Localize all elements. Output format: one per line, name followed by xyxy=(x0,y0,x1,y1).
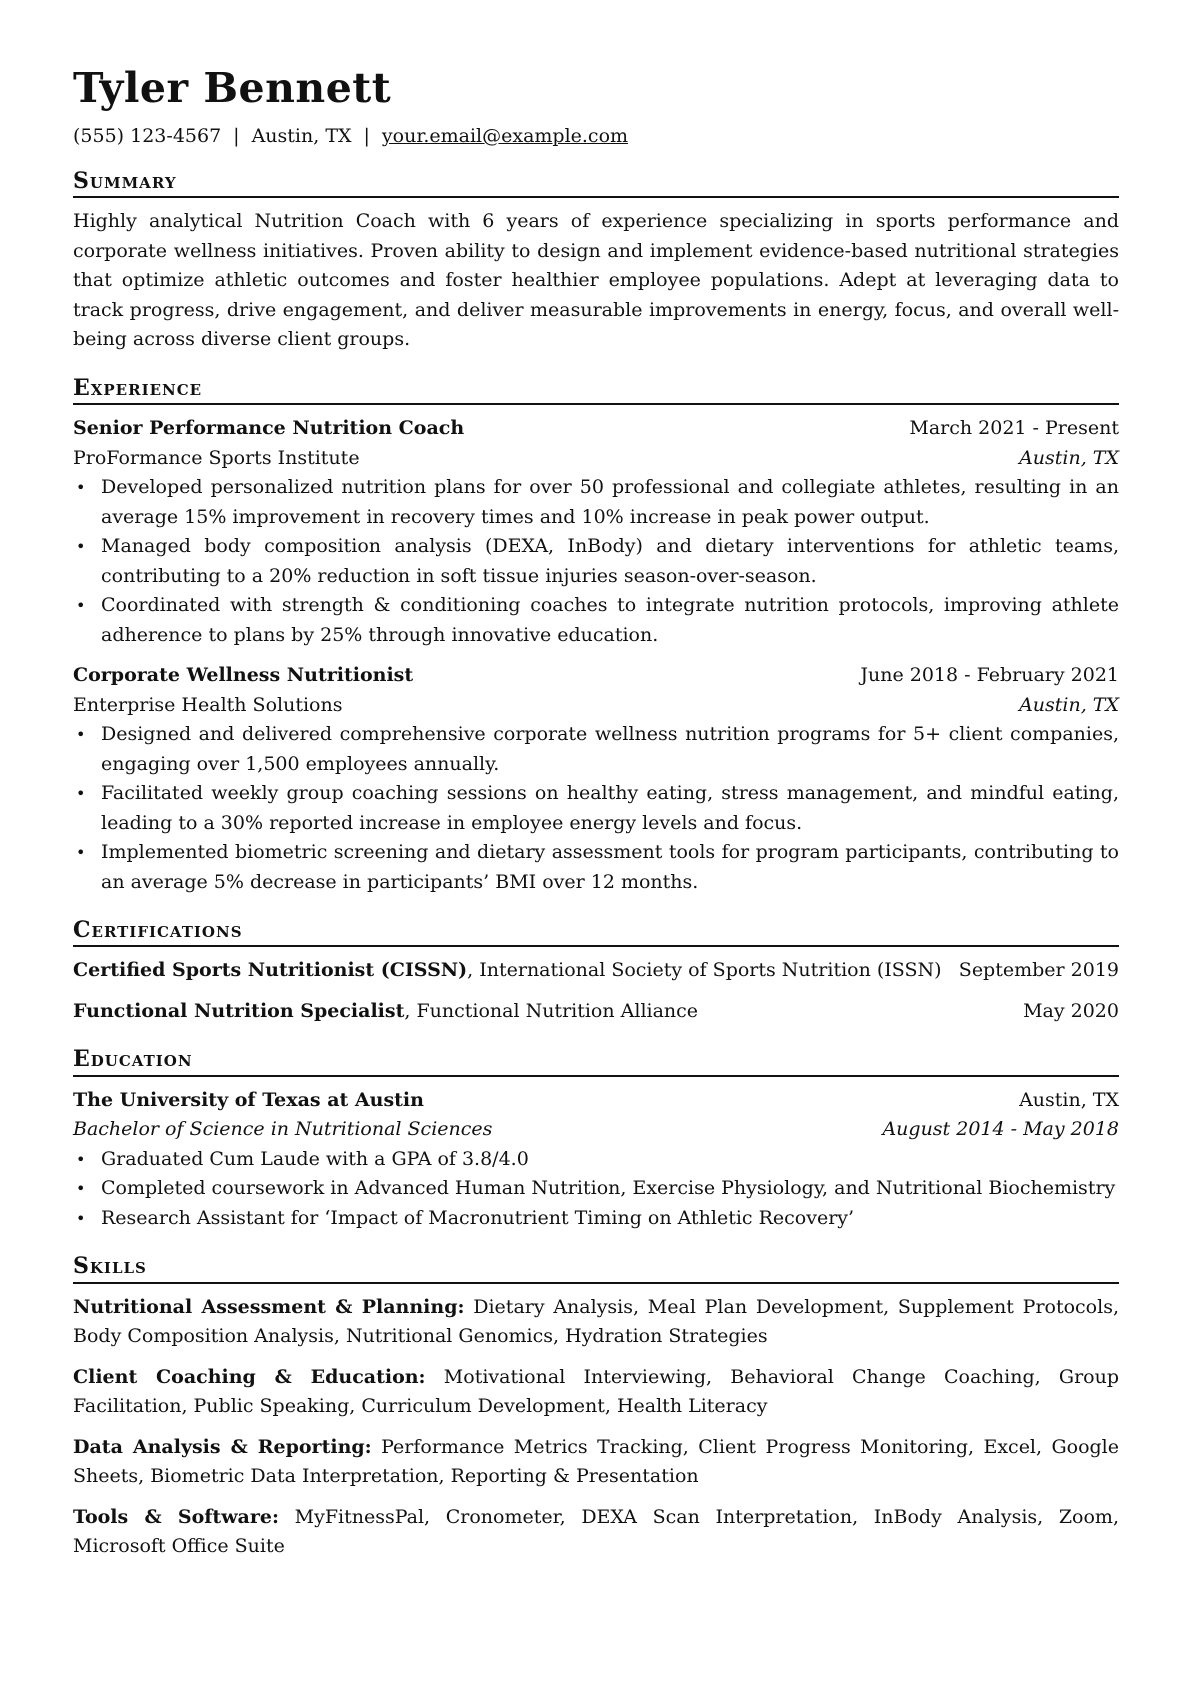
certification-text xyxy=(73,956,942,986)
location: Austin, TX xyxy=(251,125,352,147)
job-location: Austin, TX xyxy=(1019,446,1119,469)
job-header xyxy=(73,661,1119,691)
job-role: Corporate Wellness Nutritionist xyxy=(73,664,414,687)
bullet-item: • Managed body composition analysis (DEXA, InBody) and dietary interventions for athletic teams, contributing to a 20% reduction in soft tissue injuries season-over-season. xyxy=(101,532,1119,591)
email-link[interactable]: your.email@example.com xyxy=(381,125,629,147)
section-title-experience: Experience xyxy=(73,375,1119,405)
certification-item xyxy=(73,997,1119,1027)
contact-line xyxy=(73,125,1119,148)
certification-date: September 2019 xyxy=(958,959,1119,982)
job-header xyxy=(73,414,1119,444)
education-bullets xyxy=(73,1145,1119,1234)
certification-issuer: , Functional Nutrition Alliance xyxy=(404,999,699,1022)
bullet-item: • Graduated Cum Laude with a GPA of 3.8/4.0 xyxy=(101,1145,1119,1175)
job-company: ProFormance Sports Institute xyxy=(73,446,360,469)
education-subheader xyxy=(73,1115,1119,1145)
job-subheader xyxy=(73,444,1119,474)
job-subheader xyxy=(73,691,1119,721)
skill-label: Data Analysis & Reporting: xyxy=(73,1435,372,1458)
skill-group xyxy=(73,1503,1119,1562)
school-name: The University of Texas at Austin xyxy=(73,1088,424,1111)
skills-section xyxy=(73,1253,1119,1561)
skill-items: Dietary Analysis, Meal Plan Development, Supplement Protocols, Body Composition Analysis, Nutritional Genomics, Hydration Strategies xyxy=(73,1295,1119,1348)
section-title-education: Education xyxy=(73,1046,1119,1076)
certification-issuer: , International Society of Sports Nutrition (ISSN) xyxy=(467,959,942,982)
contact-separator: | xyxy=(363,125,370,147)
summary-text: Highly analytical Nutrition Coach with 6 years of experience specializing in sports performance and corporate wellness initiatives. Proven ability to design and implement evidence-based nutritional strategies that optimize athletic outcomes and foster healthier employee populations. Adept at leveraging data to track progress, drive engagement, and deliver measurable improvements in energy, focus, and overall well-being across diverse client groups. xyxy=(73,210,1119,351)
certifications-section xyxy=(73,917,1119,1026)
bullet-item: • Coordinated with strength & conditioning coaches to integrate nutrition protocols, improving athlete adherence to plans by 25% through innovative education. xyxy=(101,591,1119,650)
candidate-name: Tyler Bennett xyxy=(73,64,392,112)
job-role: Senior Performance Nutrition Coach xyxy=(73,417,465,440)
skill-items: MyFitnessPal, Cronometer, DEXA Scan Interpretation, InBody Analysis, Zoom, Microsoft Office Suite xyxy=(73,1505,1119,1558)
skill-items: Motivational Interviewing, Behavioral Change Coaching, Group Facilitation, Public Speaking, Curriculum Development, Health Literacy xyxy=(73,1365,1119,1418)
degree: Bachelor of Science in Nutritional Sciences xyxy=(73,1118,493,1141)
education-section xyxy=(73,1046,1119,1233)
section-title-certifications: Certifications xyxy=(73,917,1119,947)
job-bullets xyxy=(73,473,1119,650)
skill-label: Client Coaching & Education: xyxy=(73,1365,426,1388)
education-header xyxy=(73,1086,1119,1116)
skill-group xyxy=(73,1433,1119,1492)
job-dates: March 2021 - Present xyxy=(909,417,1119,440)
bullet-item: • Facilitated weekly group coaching sessions on healthy eating, stress management, and mindful eating, leading to a 30% reported increase in employee energy levels and focus. xyxy=(101,779,1119,838)
certification-name: Functional Nutrition Specialist xyxy=(73,999,405,1022)
bullet-item: • Research Assistant for ‘Impact of Macronutrient Timing on Athletic Recovery’ xyxy=(101,1204,1119,1234)
section-title-skills: Skills xyxy=(73,1253,1119,1283)
bullet-item: • Implemented biometric screening and dietary assessment tools for program participants, contributing to an average 5% decrease in participants’ BMI over 12 months. xyxy=(101,838,1119,897)
bullet-item: • Completed coursework in Advanced Human Nutrition, Exercise Physiology, and Nutritional Biochemistry xyxy=(101,1174,1119,1204)
job-location: Austin, TX xyxy=(1019,693,1119,716)
job-company: Enterprise Health Solutions xyxy=(73,693,343,716)
phone: (555) 123-4567 xyxy=(73,125,222,147)
bullet-item: • Designed and delivered comprehensive corporate wellness nutrition programs for 5+ client companies, engaging over 1,500 employees annually. xyxy=(101,720,1119,779)
job-entry xyxy=(73,414,1119,650)
contact-separator: | xyxy=(233,125,240,147)
education-dates: August 2014 - May 2018 xyxy=(882,1118,1119,1141)
bullet-item: • Developed personalized nutrition plans for over 50 professional and collegiate athletes, resulting in an average 15% improvement in recovery times and 10% increase in peak power output. xyxy=(101,473,1119,532)
education-entry xyxy=(73,1086,1119,1234)
job-bullets xyxy=(73,720,1119,897)
section-title-summary: Summary xyxy=(73,168,1119,198)
skill-group xyxy=(73,1293,1119,1352)
certification-item xyxy=(73,956,1119,986)
certification-name: Certified Sports Nutritionist (CISSN) xyxy=(73,959,468,982)
job-dates: June 2018 - February 2021 xyxy=(860,664,1119,687)
job-entry xyxy=(73,661,1119,897)
certification-date: May 2020 xyxy=(1023,999,1119,1022)
skill-items: Performance Metrics Tracking, Client Progress Monitoring, Excel, Google Sheets, Biometric Data Interpretation, Reporting & Presentation xyxy=(73,1435,1120,1488)
summary-section xyxy=(73,168,1119,355)
certification-text xyxy=(73,997,698,1027)
experience-section xyxy=(73,375,1119,897)
skill-group xyxy=(73,1363,1119,1422)
skill-label: Tools & Software: xyxy=(73,1505,279,1528)
school-location: Austin, TX xyxy=(1019,1088,1119,1111)
skill-label: Nutritional Assessment & Planning: xyxy=(73,1295,465,1318)
